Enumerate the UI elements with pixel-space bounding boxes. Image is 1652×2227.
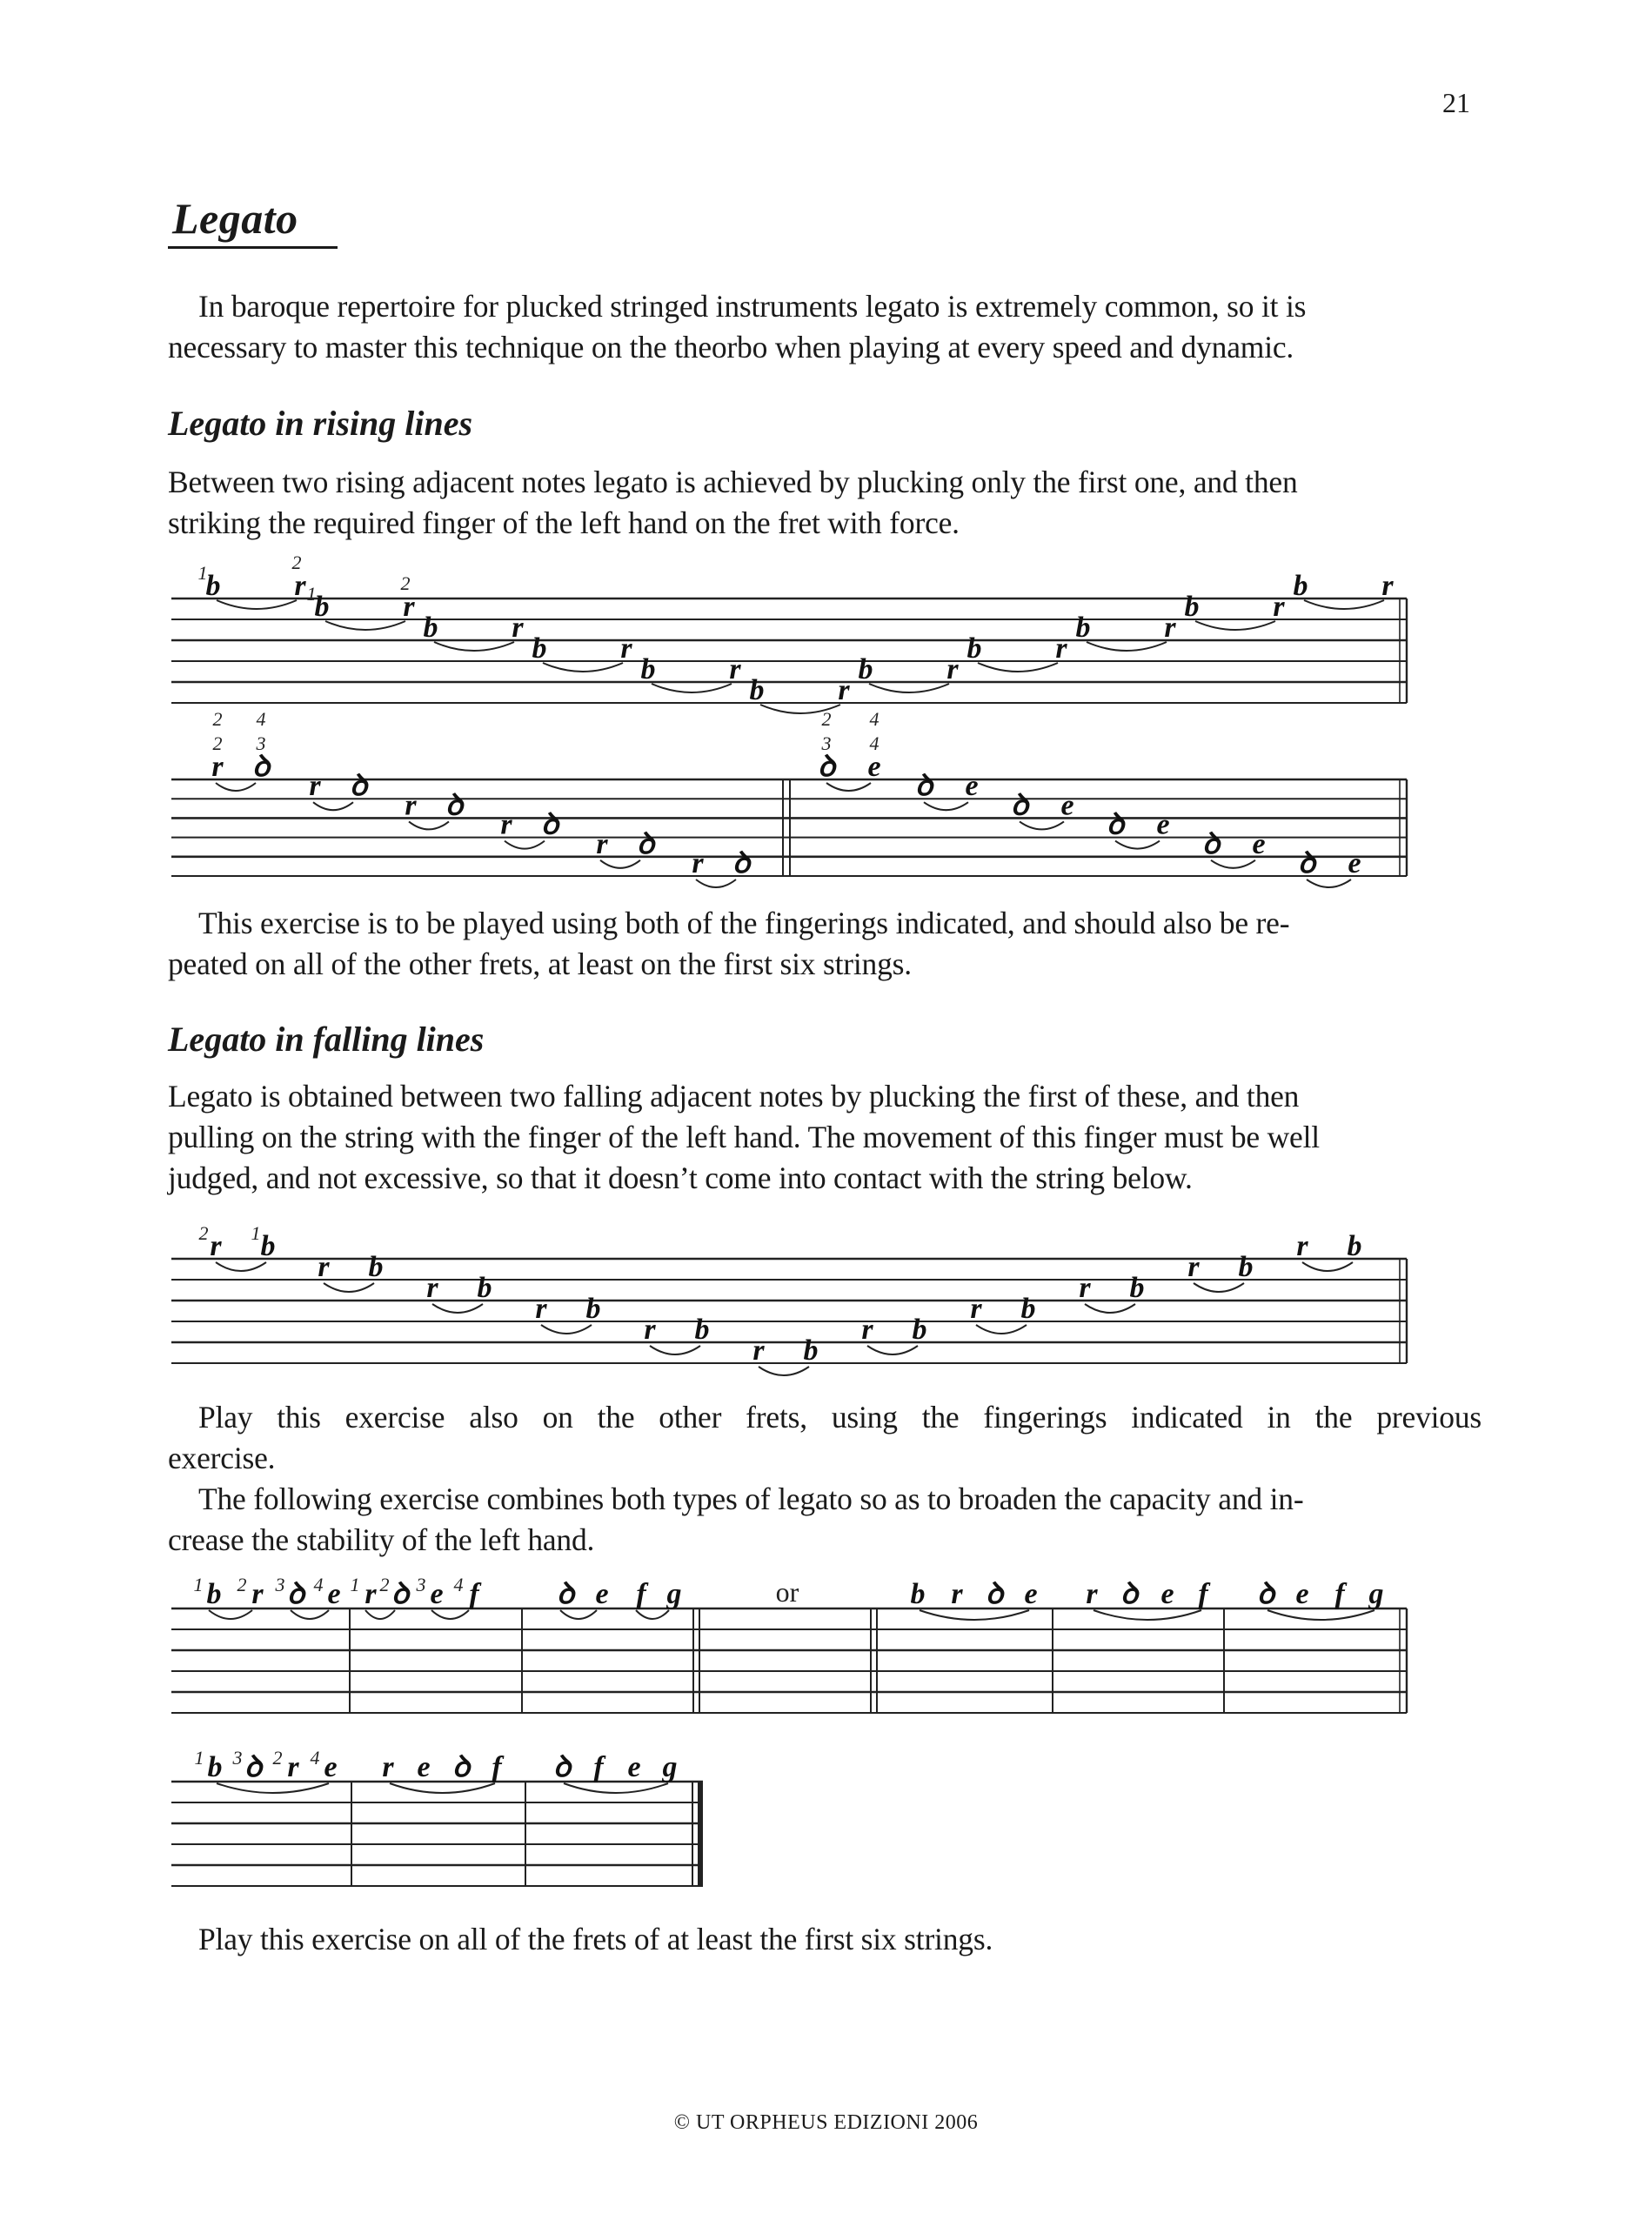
tab-letter: ꝺ — [1120, 1578, 1139, 1610]
tablature-staff-rising-2 — [0, 708, 1652, 905]
tab-letter: e — [867, 751, 881, 783]
slur — [325, 621, 405, 630]
tab-letter: r — [1273, 591, 1285, 623]
tab-letter: g — [1368, 1578, 1384, 1610]
tab-letter: b — [532, 632, 547, 665]
tab-letter: b — [910, 1578, 926, 1610]
slur — [636, 1610, 669, 1619]
text-line: In baroque repertoire for plucked stringed instruments legato is extremely common, so it is — [198, 289, 1307, 324]
slur — [869, 684, 949, 692]
slur — [541, 1325, 592, 1334]
fingering-number: 2 — [272, 1747, 283, 1769]
text-line: Between two rising adjacent notes legato is achieved by plucking only the first one, and then — [168, 465, 1298, 499]
slur — [1085, 1304, 1135, 1313]
tab-letter: e — [1252, 827, 1266, 860]
falling-after-paragraph-1 — [168, 1397, 1481, 1479]
falling-paragraph — [168, 1076, 1481, 1199]
tab-letter: r — [838, 674, 850, 706]
tab-letter: ꝺ — [1201, 827, 1221, 860]
tab-letter: b — [1020, 1293, 1036, 1325]
falling-after-paragraph-2 — [168, 1479, 1481, 1561]
slur — [867, 1346, 918, 1354]
tab-letter: r — [294, 570, 306, 602]
tab-letter: r — [403, 591, 415, 623]
tab-letter: ꝺ — [1256, 1578, 1275, 1610]
slur — [1211, 860, 1255, 868]
fingering-number: 4 — [453, 1574, 464, 1595]
slur — [1194, 1283, 1244, 1292]
rising-paragraph — [168, 462, 1481, 544]
slur — [920, 1610, 1029, 1620]
fingering-number: 1 — [197, 562, 208, 584]
tab-letter: ꝺ — [1010, 789, 1029, 822]
tab-letter: ꝺ — [732, 847, 751, 879]
text-line: peated on all of the other frets, at least on the first six strings. — [168, 946, 912, 981]
tab-letter: e — [324, 1751, 338, 1783]
tab-letter: f — [1198, 1578, 1208, 1610]
tab-letter: e — [417, 1751, 431, 1783]
tab-letter: e — [1060, 789, 1074, 822]
tab-letter: r — [251, 1578, 264, 1610]
fingering-number: 2 — [198, 1222, 209, 1244]
tab-letter: b — [694, 1314, 710, 1346]
tab-letter: r — [287, 1751, 299, 1783]
text-line: This exercise is to be played using both of the fingerings indicated, and should also be re- — [198, 906, 1290, 940]
slur — [390, 1783, 495, 1793]
fingering-number: 3 — [416, 1574, 426, 1595]
slur — [652, 684, 732, 692]
tab-letter: b — [858, 653, 873, 685]
tab-letter: r — [951, 1578, 963, 1610]
slur — [313, 802, 353, 810]
tab-letter: b — [585, 1293, 601, 1325]
or-label: or — [775, 1576, 799, 1608]
tablature-staff-falling — [0, 1200, 1652, 1392]
tab-letter: b — [206, 1578, 222, 1610]
tab-letter: b — [205, 570, 221, 602]
tab-letter: e — [965, 770, 979, 803]
fingering-number: 3 — [232, 1747, 243, 1769]
fingering-number: 1 — [306, 583, 317, 605]
fingering-number: 4 — [313, 1574, 324, 1595]
text-line: Play this exercise also on the other frets, using the fingerings indicated in the previous — [198, 1400, 1481, 1435]
tab-letter: r — [1164, 612, 1176, 644]
tab-letter: b — [966, 632, 982, 665]
fingering-number: 2 — [212, 708, 223, 730]
tab-letter: f — [492, 1751, 502, 1783]
tab-letter: f — [636, 1578, 646, 1610]
tablature-staff-rising-1 — [0, 539, 1652, 722]
fingering-number: 4 — [256, 708, 266, 730]
text-line: striking the required finger of the left hand on the fret with force. — [168, 505, 960, 540]
tab-letter: b — [1238, 1251, 1254, 1283]
slur — [217, 600, 297, 609]
tab-letter: r — [309, 770, 321, 803]
slur — [1302, 1262, 1353, 1271]
slur — [217, 1783, 329, 1793]
slur — [826, 783, 871, 791]
tab-letter: r — [1296, 1230, 1308, 1262]
text-line: necessary to master this technique on the theorbo when playing at every speed and dynamic. — [168, 330, 1294, 364]
slur — [759, 1367, 809, 1375]
tab-letter: r — [1381, 570, 1394, 602]
text-line: pulling on the string with the finger of the left hand. The movement of this finger must be well — [168, 1120, 1320, 1154]
slur — [1087, 642, 1167, 651]
tab-letter: ꝺ — [349, 770, 368, 803]
fingering-number: 3 — [256, 732, 266, 754]
tab-letter: r — [596, 827, 608, 860]
slur — [209, 1610, 252, 1619]
tab-letter: b — [1293, 570, 1308, 602]
tab-letter: r — [1055, 632, 1067, 665]
tab-letter: b — [803, 1334, 819, 1367]
text-line: The following exercise combines both types of legato so as to broaden the capacity and in- — [198, 1481, 1304, 1516]
tab-letter: ꝺ — [552, 1751, 572, 1783]
tab-letter: r — [318, 1251, 330, 1283]
text-line: Legato is obtained between two falling adjacent notes by plucking the first of these, and then — [168, 1079, 1300, 1114]
slur — [976, 1325, 1027, 1334]
tab-letter: ꝺ — [1297, 847, 1316, 879]
slur — [505, 841, 545, 849]
tab-letter: ꝺ — [914, 770, 933, 803]
fingering-number: 2 — [379, 1574, 390, 1595]
text-line: crease the stability of the left hand. — [168, 1522, 595, 1557]
tab-letter: r — [365, 1578, 377, 1610]
tab-letter: e — [1295, 1578, 1309, 1610]
slur — [1115, 841, 1160, 849]
tab-letter: ꝺ — [391, 1578, 410, 1610]
tab-letter: e — [627, 1751, 641, 1783]
tab-letter: b — [207, 1751, 223, 1783]
tab-letter: r — [861, 1314, 873, 1346]
tab-letter: b — [260, 1230, 276, 1262]
tab-letter: r — [426, 1272, 438, 1304]
tab-letter: e — [1348, 847, 1361, 879]
section-heading-falling: Legato in falling lines — [168, 1020, 485, 1059]
tab-letter: r — [620, 632, 632, 665]
slur — [650, 1346, 700, 1354]
fingering-number: 4 — [869, 732, 880, 754]
slur — [543, 663, 623, 672]
slur — [1020, 821, 1064, 829]
fingering-number: 1 — [350, 1574, 360, 1595]
tab-letter: e — [1156, 808, 1170, 841]
tab-letter: r — [970, 1293, 982, 1325]
copyright-footer: © UT ORPHEUS EDIZIONI 2006 — [673, 2111, 979, 2134]
tab-letter: ꝺ — [985, 1578, 1004, 1610]
tab-letter: b — [477, 1272, 492, 1304]
fingering-number: 1 — [193, 1574, 204, 1595]
tab-letter: r — [692, 847, 704, 879]
tab-letter: b — [1184, 591, 1200, 623]
slur — [978, 663, 1058, 672]
slur — [431, 1610, 469, 1619]
tab-letter: f — [469, 1578, 479, 1610]
slur — [432, 1304, 483, 1313]
slur — [1195, 621, 1275, 630]
slur — [216, 783, 256, 791]
tab-letter: r — [211, 751, 224, 783]
slur — [564, 1783, 668, 1793]
page-title: Legato — [172, 194, 298, 243]
tab-letter: b — [423, 612, 438, 644]
tab-letter: g — [666, 1578, 682, 1610]
tab-letter: b — [1347, 1230, 1362, 1262]
tab-letter: r — [405, 789, 417, 822]
fingering-number: 2 — [237, 1574, 247, 1595]
tab-letter: ꝺ — [556, 1578, 575, 1610]
slur — [291, 1610, 329, 1619]
tab-letter: b — [314, 591, 330, 623]
tab-letter: r — [500, 808, 512, 841]
slur — [365, 1610, 395, 1619]
tab-letter: r — [946, 653, 959, 685]
tab-letter: ꝺ — [540, 808, 559, 841]
tab-letter: b — [368, 1251, 384, 1283]
tab-letter: r — [382, 1751, 394, 1783]
tab-letter: g — [662, 1751, 678, 1783]
fingering-number: 3 — [275, 1574, 285, 1595]
fingering-number: 1 — [251, 1222, 261, 1244]
fingering-number: 4 — [310, 1747, 320, 1769]
slur — [1094, 1610, 1201, 1620]
slur — [1307, 879, 1351, 887]
text-line: judged, and not excessive, so that it doesn’t come into contact with the string below. — [168, 1160, 1193, 1195]
rising-after-paragraph — [168, 903, 1481, 985]
tab-letter: e — [327, 1578, 341, 1610]
tab-letter: ꝺ — [445, 789, 464, 822]
slur — [600, 860, 640, 868]
tablature-staff-combined-1 — [0, 1557, 1652, 1731]
tab-letter: r — [1187, 1251, 1200, 1283]
section-heading-rising: Legato in rising lines — [168, 404, 473, 443]
final-paragraph — [168, 1919, 1481, 1960]
slur — [560, 1610, 597, 1619]
slur — [1304, 600, 1384, 609]
tab-letter: e — [1024, 1578, 1038, 1610]
fingering-number: 1 — [194, 1747, 204, 1769]
tab-letter: ꝺ — [817, 751, 836, 783]
text-line: exercise. — [168, 1441, 276, 1475]
slur — [216, 1262, 266, 1271]
tab-letter: ꝺ — [244, 1751, 263, 1783]
tab-letter: e — [1160, 1578, 1174, 1610]
slur — [324, 1283, 374, 1292]
tab-letter: e — [595, 1578, 609, 1610]
tab-letter: b — [1075, 612, 1091, 644]
tab-letter: f — [1334, 1578, 1345, 1610]
slur — [924, 802, 968, 810]
tab-letter: b — [749, 674, 765, 706]
tab-letter: b — [1129, 1272, 1145, 1304]
tab-letter: b — [640, 653, 656, 685]
tab-letter: r — [752, 1334, 765, 1367]
tab-letter: ꝺ — [286, 1578, 305, 1610]
fingering-number: 2 — [212, 732, 223, 754]
tab-letter: r — [1079, 1272, 1091, 1304]
tab-letter: r — [535, 1293, 547, 1325]
page-number: 21 — [1442, 87, 1470, 118]
text-line: Play this exercise on all of the frets of at least the first six strings. — [198, 1922, 993, 1956]
tab-letter: ꝺ — [251, 751, 271, 783]
tab-letter: r — [512, 612, 524, 644]
slur — [409, 821, 449, 829]
tab-letter: ꝺ — [451, 1751, 471, 1783]
tab-letter: r — [210, 1230, 222, 1262]
title-underline — [168, 246, 338, 249]
tab-letter: r — [729, 653, 741, 685]
tab-letter: r — [1086, 1578, 1098, 1610]
fingering-number: 2 — [821, 708, 832, 730]
tab-letter: b — [912, 1314, 927, 1346]
fingering-number: 2 — [400, 572, 411, 594]
fingering-number: 2 — [291, 552, 302, 573]
tab-letter: f — [593, 1751, 604, 1783]
tab-letter: e — [430, 1578, 444, 1610]
tab-letter: ꝺ — [636, 827, 655, 860]
fingering-number: 4 — [869, 708, 880, 730]
tab-letter: r — [644, 1314, 656, 1346]
tab-letter: ꝺ — [1106, 808, 1125, 841]
slur — [696, 879, 736, 887]
slur — [434, 642, 514, 651]
fingering-number: 3 — [821, 732, 832, 754]
slur — [1267, 1610, 1374, 1620]
tablature-staff-combined-2 — [0, 1731, 1652, 1905]
intro-paragraph — [168, 286, 1481, 368]
